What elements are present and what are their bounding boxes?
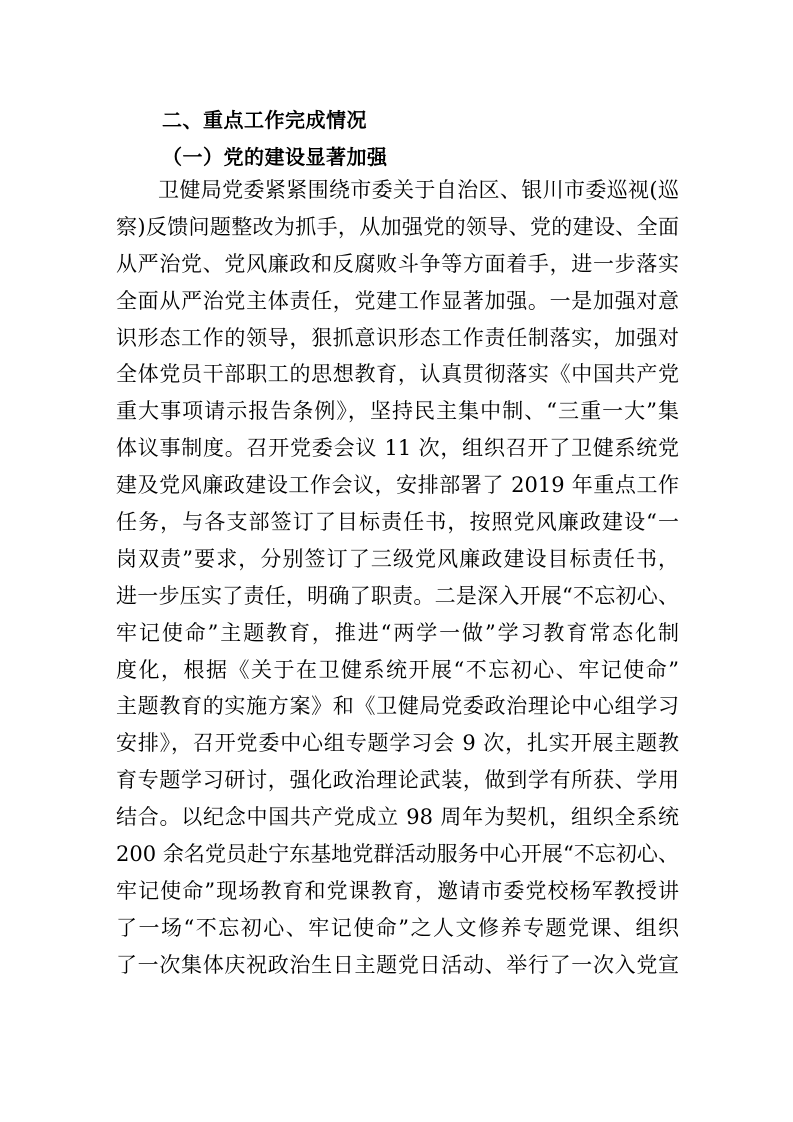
paragraph-line: 卫健局党委紧紧围绕市委关于自治区、银川市委巡视(巡 <box>158 178 679 202</box>
section-heading: 二、重点工作完成情况 <box>162 108 367 132</box>
paragraph-line: 全面从严治党主体责任，党建工作显著加强。一是加强对意 <box>116 288 679 313</box>
paragraph-line: 牢记使命”主题教育，推进“两学一做”学习教育常态化制 <box>116 620 679 645</box>
paragraph-line: 重大事项请示报告条例》，坚持民主集中制、“三重一大”集 <box>116 399 679 424</box>
paragraph-line: 育专题学习研讨，强化政治理论武装，做到学有所获、学用 <box>116 768 679 793</box>
paragraph-line: 主题教育的实施方案》和《卫健局党委政治理论中心组学习 <box>116 694 679 719</box>
paragraph-line: 建及党风廉政建设工作会议，安排部署了 2019 年重点工作 <box>116 473 679 498</box>
paragraph-line: 了一场“不忘初心、牢记使命”之人文修养专题党课、组织 <box>116 915 679 940</box>
paragraph-line: 体议事制度。召开党委会议 11 次，组织召开了卫健系统党 <box>116 436 679 461</box>
paragraph-line: 结合。以纪念中国共产党成立 98 周年为契机，组织全系统 <box>116 805 679 830</box>
paragraph-line: 从严治党、党风廉政和反腐败斗争等方面着手，进一步落实 <box>116 251 679 276</box>
paragraph-line: 全体党员干部职工的思想教育，认真贯彻落实《中国共产党 <box>116 362 679 387</box>
subsection-heading: （一）党的建设显著加强 <box>162 145 388 169</box>
paragraph-line: 安排》，召开党委中心组专题学习会 9 次，扎实开展主题教 <box>116 731 679 756</box>
paragraph-line: 岗双责”要求，分别签订了三级党风廉政建设目标责任书， <box>116 546 679 571</box>
body-paragraph <box>116 172 679 984</box>
paragraph-line: 200 余名党员赴宁东基地党群活动服务中心开展“不忘初心、 <box>116 842 679 867</box>
paragraph-line: 度化，根据《关于在卫健系统开展“不忘初心、牢记使命” <box>116 657 679 682</box>
paragraph-line: 任务，与各支部签订了目标责任书，按照党风廉政建设“一 <box>116 510 679 535</box>
paragraph-line: 察)反馈问题整改为抓手，从加强党的领导、党的建设、全面 <box>116 214 679 239</box>
paragraph-line: 牢记使命”现场教育和党课教育，邀请市委党校杨军教授讲 <box>116 878 679 903</box>
paragraph-line: 识形态工作的领导，狠抓意识形态工作责任制落实，加强对 <box>116 325 679 350</box>
paragraph-line: 进一步压实了责任，明确了职责。二是深入开展“不忘初心、 <box>116 583 679 608</box>
paragraph-line: 了一次集体庆祝政治生日主题党日活动、举行了一次入党宣 <box>116 952 679 977</box>
